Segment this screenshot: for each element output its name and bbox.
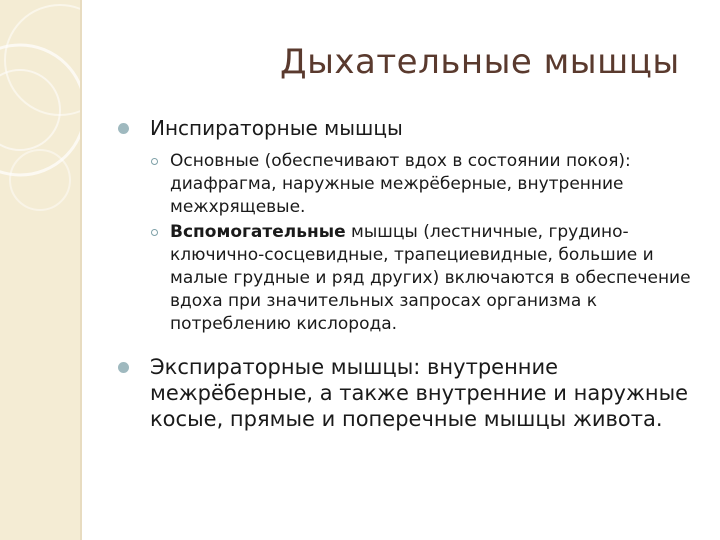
bullet-expiratory — [118, 354, 703, 432]
ring-bullet-icon — [151, 229, 158, 236]
bullet-inspiratory — [118, 116, 703, 141]
slide-title: Дыхательные мышцы — [280, 42, 680, 82]
subbullet-term: Основные — [170, 151, 260, 171]
slide-content — [118, 116, 703, 432]
decorative-side-panel — [0, 0, 80, 540]
panel-divider — [80, 0, 82, 540]
subbullet-text: мышцы (лестничные, грудино-ключично-сосцевидные, трапециевидные, большие и малые грудные и ряд других) включаются в обеспечение вдоха при значительных запросах организма к потреблению кислорода. — [170, 222, 691, 334]
bullet-dot-icon — [118, 123, 129, 134]
ring-bullet-icon — [151, 158, 158, 165]
subbullet-auxiliary — [118, 221, 703, 336]
subbullet-term: Вспомогательные — [170, 222, 346, 242]
bullet-heading: Инспираторные мышцы — [150, 116, 403, 140]
subbullet-text: (обеспечивают вдох в состоянии покоя): диафрагма, наружные межрёберные, внутренние межхрящевые. — [170, 151, 631, 217]
decorative-circles — [0, 0, 80, 540]
bullet-heading: Экспираторные мышцы: — [150, 355, 421, 379]
bullet-text: внутренние межрёберные, а также внутренние и наружные косые, прямые и поперечные мышцы живота. — [150, 355, 689, 431]
subbullet-main — [118, 150, 703, 219]
bullet-dot-icon — [118, 362, 129, 373]
